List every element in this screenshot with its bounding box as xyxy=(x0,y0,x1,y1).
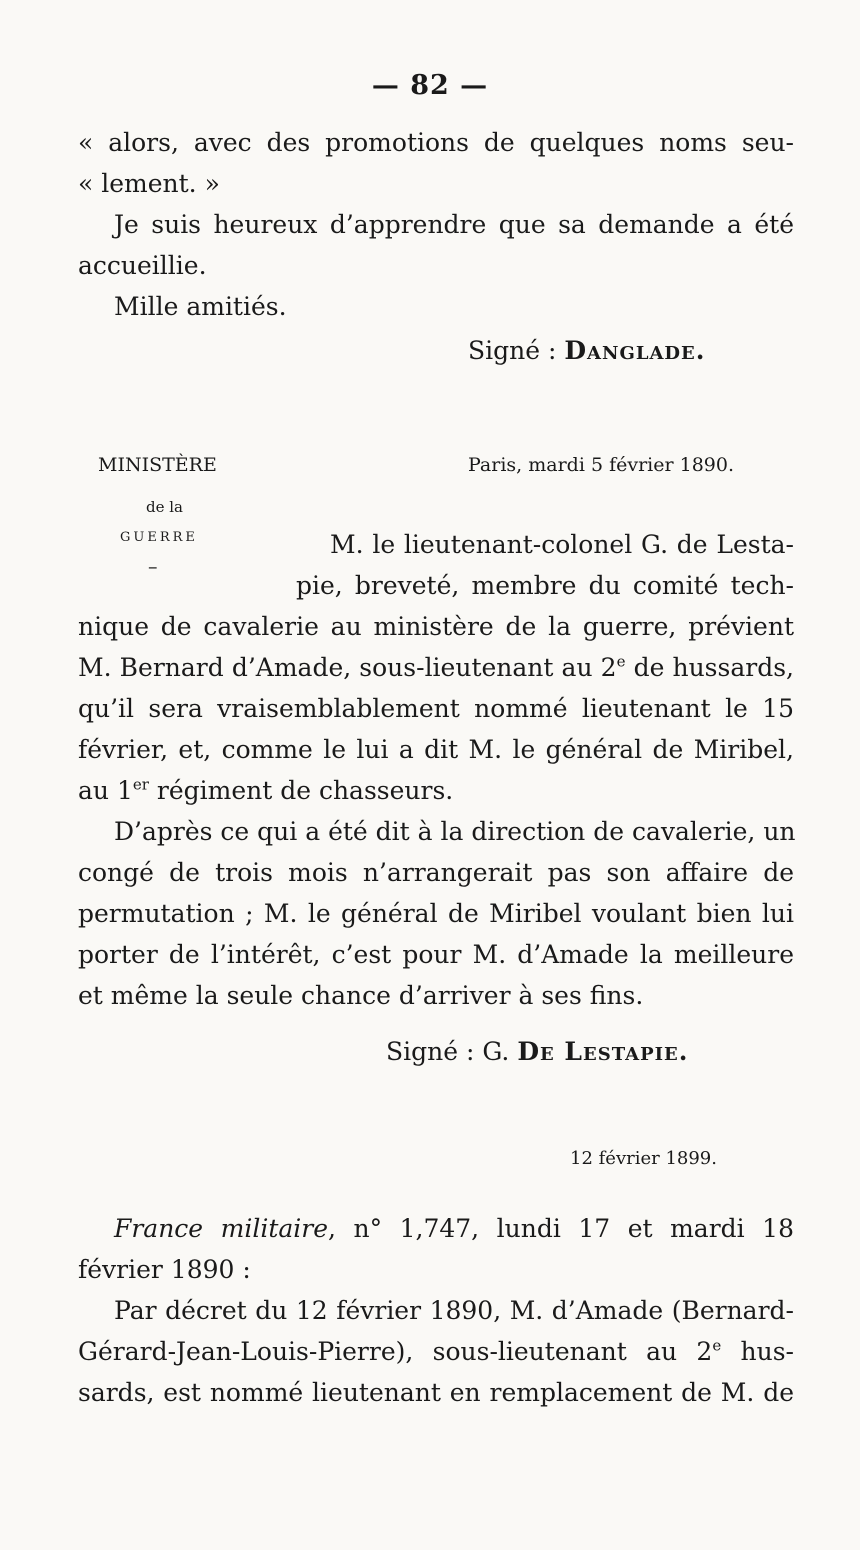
text-line: « lement. » xyxy=(78,169,220,198)
text-line: porter de l’intérêt, c’est pour M. d’Amade la meilleure xyxy=(78,940,794,969)
text-line: France militaire, n° 1,747, lundi 17 et mardi 18 xyxy=(114,1214,794,1243)
text-line: D’après ce qui a été dit à la direction de cavalerie, un xyxy=(114,817,796,846)
text-line: Mille amitiés. xyxy=(114,292,287,321)
text-line: février, et, comme le lui a dit M. le général de Miribel, xyxy=(78,735,794,764)
page-number: — 82 — xyxy=(371,70,489,101)
text-line: sards, est nommé lieutenant en remplacement de M. de xyxy=(78,1378,794,1407)
text-line: congé de trois mois n’arrangerait pas son affaire de xyxy=(78,858,794,887)
text-line: pie, breveté, membre du comité tech- xyxy=(296,571,794,600)
letterhead-dash: – xyxy=(148,556,158,578)
text-line: accueillie. xyxy=(78,251,207,280)
opening-quote-block xyxy=(78,122,794,327)
letter-body xyxy=(78,606,794,1016)
text-line: au 1er régiment de chasseurs. xyxy=(78,775,454,805)
text-line: qu’il sera vraisemblablement nommé lieutenant le 15 xyxy=(78,694,794,723)
signature-danglade: Signé : Danglade. xyxy=(468,336,706,365)
text-line: M. Bernard d’Amade, sous-lieutenant au 2e de hussards, xyxy=(78,652,794,682)
text-line: Gérard-Jean-Louis-Pierre), sous-lieutenant au 2e hus- xyxy=(78,1336,794,1366)
text-line: et même la seule chance d’arriver à ses fins. xyxy=(78,981,644,1010)
text-line: M. le lieutenant-colonel G. de Lesta- xyxy=(330,530,794,559)
text-line: février 1890 : xyxy=(78,1255,251,1284)
letter-first-line xyxy=(330,524,794,565)
letter-place-date: Paris, mardi 5 février 1890. xyxy=(468,454,735,476)
text-line: Par décret du 12 février 1890, M. d’Amade (Bernard- xyxy=(114,1296,794,1325)
letter-second-line xyxy=(296,565,794,606)
text-line: Je suis heureux d’apprendre que sa demande a été xyxy=(114,210,794,239)
letterhead-ministry: MINISTÈRE xyxy=(98,454,217,476)
signature-de-lestapie: Signé : G. De Lestapie. xyxy=(386,1037,689,1066)
text-line: nique de cavalerie au ministère de la guerre, prévient xyxy=(78,612,794,641)
journal-excerpt xyxy=(78,1208,794,1413)
letterhead-de-la: de la xyxy=(146,498,183,516)
letterhead-guerre: GUERRE xyxy=(120,530,198,545)
entry-date: 12 février 1899. xyxy=(570,1148,717,1169)
text-line: permutation ; M. le général de Miribel voulant bien lui xyxy=(78,899,794,928)
text-line: « alors, avec des promotions de quelques noms seu- xyxy=(78,128,794,157)
